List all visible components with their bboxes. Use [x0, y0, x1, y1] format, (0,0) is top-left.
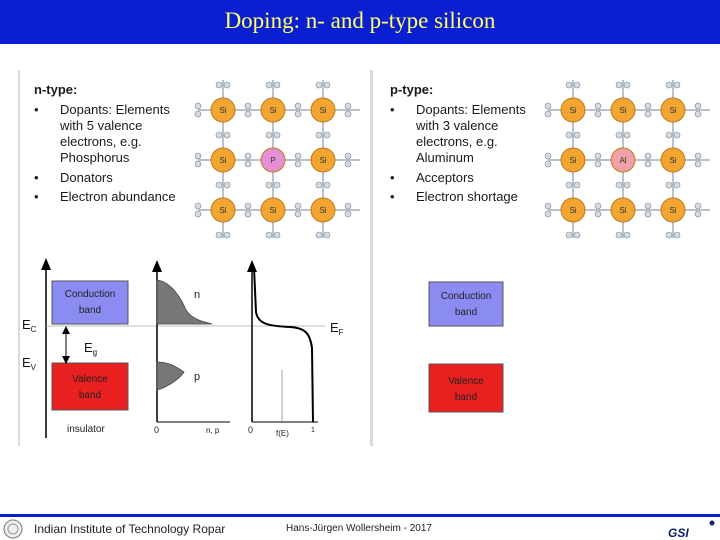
ptype-si-label: Si: [669, 106, 677, 115]
ntype-electron-icon: [195, 211, 201, 217]
ntype-electron-icon: [345, 203, 351, 209]
ntype-electron-icon: [245, 111, 251, 117]
ptype-electron-icon: [695, 211, 701, 217]
ntype-electron-icon: [245, 211, 251, 217]
right-conduction-label-2: band: [454, 307, 478, 318]
gsi-logo-text: GSI: [668, 526, 689, 540]
ptype-bullet-2-marker: •: [390, 170, 395, 185]
ptype-bullet-3-marker: •: [390, 189, 395, 204]
ptype-dopant-label: Al: [619, 156, 627, 165]
ntype-electron-icon: [295, 153, 301, 159]
ntype-bullet-1-marker: •: [34, 102, 39, 117]
ptype-electron-icon: [666, 132, 672, 138]
ntype-electron-icon: [245, 103, 251, 109]
energy-axis-arrow-icon: [41, 258, 51, 270]
ptype-si-label: Si: [569, 106, 577, 115]
footer: [0, 514, 720, 540]
slide-title: Doping: n- and p-type silicon: [224, 8, 496, 33]
ptype-electron-icon: [674, 82, 680, 88]
ptype-electron-icon: [595, 161, 601, 167]
ef-label: $E_F$: [330, 320, 344, 337]
ptype-electron-icon: [616, 82, 622, 88]
ntype-si-label: Si: [219, 206, 227, 215]
ntype-electron-icon: [345, 103, 351, 109]
ptype-electron-icon: [666, 82, 672, 88]
density-axis-arrow-icon: [152, 260, 162, 272]
ntype-electron-icon: [245, 203, 251, 209]
ptype-electron-icon: [695, 103, 701, 109]
density-axis-label: n, p: [206, 426, 220, 435]
ptype-electron-icon: [666, 182, 672, 188]
ntype-electron-icon: [224, 232, 230, 238]
ntype-dopant-label: P: [270, 156, 276, 165]
right-conduction-band-box: [429, 282, 503, 326]
ptype-bullet-2: Acceptors: [416, 170, 474, 185]
ntype-si-label: Si: [319, 106, 327, 115]
ntype-si-label: Si: [319, 206, 327, 215]
ntype-electron-icon: [316, 232, 322, 238]
ntype-electron-icon: [316, 182, 322, 188]
ptype-si-label: Si: [569, 156, 577, 165]
ptype-si-label: Si: [569, 206, 577, 215]
ntype-electron-icon: [274, 132, 280, 138]
ntype-electron-icon: [324, 132, 330, 138]
ptype-electron-icon: [595, 211, 601, 217]
ptype-electron-icon: [574, 132, 580, 138]
density-axis-zero: 0: [154, 425, 160, 435]
fermi-axis-one: 1: [311, 427, 315, 434]
ntype-electron-icon: [216, 132, 222, 138]
ptype-bullet-1-line-4: Aluminum: [416, 150, 474, 165]
ntype-electron-icon: [295, 203, 301, 209]
ntype-heading: n-type:: [34, 82, 78, 97]
right-valence-label-2: band: [454, 392, 478, 403]
ntype-electron-icon: [324, 232, 330, 238]
valence-band-label-2: band: [78, 390, 102, 401]
ptype-electron-icon: [695, 153, 701, 159]
ptype-band-boxes: [428, 280, 508, 416]
right-valence-label-1: Valence: [448, 376, 484, 387]
ptype-electron-icon: [566, 82, 572, 88]
ptype-electron-icon: [674, 132, 680, 138]
ptype-electron-icon: [645, 111, 651, 117]
ptype-electron-icon: [645, 153, 651, 159]
ptype-electron-icon: [666, 232, 672, 238]
ptype-electron-icon: [645, 161, 651, 167]
ntype-bullet-1-line-4: Phosphorus: [60, 150, 130, 165]
fermi-axis-zero: 0: [248, 425, 254, 435]
ptype-si-label: Si: [619, 106, 627, 115]
ntype-electron-icon: [274, 182, 280, 188]
ptype-electron-icon: [645, 103, 651, 109]
ptype-electron-icon: [595, 203, 601, 209]
ntype-bullet-3: Electron abundance: [60, 189, 176, 204]
footer-line: [0, 514, 720, 517]
ptype-electron-icon: [616, 182, 622, 188]
footer-author: Hans-Jürgen Wollersheim - 2017: [286, 523, 432, 534]
ntype-electron-icon: [345, 211, 351, 217]
ntype-electron-icon: [195, 103, 201, 109]
gap-arrow-up-icon: [62, 326, 70, 334]
ptype-electron-icon: [574, 82, 580, 88]
ntype-bullet-1-line-1: Dopants: Elements: [60, 102, 170, 117]
ptype-electron-icon: [545, 161, 551, 167]
fermi-axis-label: f(E): [276, 429, 289, 438]
conduction-band-label-2: band: [78, 305, 102, 316]
band-diagram: [0, 250, 370, 450]
ntype-si-label: Si: [319, 156, 327, 165]
density-n-label: n: [194, 289, 201, 301]
ntype-electron-icon: [274, 82, 280, 88]
ntype-si-label: Si: [269, 106, 277, 115]
ntype-bullet-1-line-3: electrons, e.g.: [60, 134, 142, 149]
conduction-band-label-1: Conduction: [64, 289, 116, 300]
ntype-electron-icon: [316, 132, 322, 138]
ntype-bullet-2: Donators: [60, 170, 113, 185]
valence-band-box: [52, 363, 128, 410]
ptype-electron-icon: [645, 211, 651, 217]
ptype-bullet-3: Electron shortage: [416, 189, 518, 204]
ntype-electron-icon: [295, 103, 301, 109]
ntype-electron-icon: [195, 203, 201, 209]
ntype-si-label: Si: [219, 106, 227, 115]
ntype-si-label: Si: [269, 206, 277, 215]
ptype-electron-icon: [624, 132, 630, 138]
ptype-bullet-1-line-1: Dopants: Elements: [416, 102, 526, 117]
ntype-electron-icon: [195, 161, 201, 167]
ptype-electron-icon: [574, 232, 580, 238]
ptype-bullet-1-marker: •: [390, 102, 395, 117]
ntype-electron-icon: [245, 161, 251, 167]
ntype-bullet-1-line-2: with 5 valence: [60, 118, 143, 133]
gsi-logo: [664, 518, 718, 540]
ntype-electron-icon: [295, 111, 301, 117]
footer-institution: Indian Institute of Technology Ropar: [34, 522, 226, 536]
ntype-electron-icon: [266, 232, 272, 238]
ptype-electron-icon: [566, 132, 572, 138]
valence-band-label-1: Valence: [72, 374, 108, 385]
ntype-electron-icon: [345, 153, 351, 159]
ntype-electron-icon: [245, 153, 251, 159]
ptype-electron-icon: [595, 111, 601, 117]
ntype-electron-icon: [224, 82, 230, 88]
ntype-electron-icon: [295, 211, 301, 217]
ptype-bullet-1-line-2: with 3 valence: [416, 118, 499, 133]
ntype-electron-icon: [195, 111, 201, 117]
ntype-electron-icon: [224, 182, 230, 188]
ptype-electron-icon: [624, 182, 630, 188]
ptype-electron-icon: [545, 211, 551, 217]
ntype-electron-icon: [266, 132, 272, 138]
ptype-heading: p-type:: [390, 82, 434, 97]
density-p-curve: [157, 362, 184, 390]
ptype-electron-icon: [545, 153, 551, 159]
ptype-electron-icon: [595, 153, 601, 159]
ptype-electron-icon: [616, 132, 622, 138]
institute-seal-icon: [2, 518, 24, 540]
ntype-bullet-2-marker: •: [34, 170, 39, 185]
ntype-electron-icon: [316, 82, 322, 88]
density-p-label: p: [194, 371, 201, 383]
ptype-electron-icon: [695, 111, 701, 117]
ptype-bullet-1-line-3: electrons, e.g.: [416, 134, 498, 149]
ntype-electron-icon: [274, 232, 280, 238]
ev-label: $E_V$: [22, 355, 37, 372]
ntype-electron-icon: [216, 82, 222, 88]
ntype-electron-icon: [216, 232, 222, 238]
ptype-electron-icon: [695, 161, 701, 167]
ptype-electron-icon: [545, 203, 551, 209]
ptype-electron-icon: [545, 111, 551, 117]
ptype-electron-icon: [624, 232, 630, 238]
ntype-electron-icon: [295, 161, 301, 167]
ptype-electron-icon: [616, 232, 622, 238]
insulator-label: insulator: [67, 424, 105, 435]
ntype-electron-icon: [195, 153, 201, 159]
ptype-electron-icon: [595, 103, 601, 109]
eg-label: $E_g$: [84, 340, 98, 357]
ptype-electron-icon: [674, 232, 680, 238]
ptype-electron-icon: [566, 182, 572, 188]
ptype-electron-icon: [695, 203, 701, 209]
ntype-electron-icon: [266, 182, 272, 188]
ptype-electron-icon: [574, 182, 580, 188]
density-n-curve: [157, 280, 212, 324]
ptype-si-label: Si: [669, 206, 677, 215]
ptype-lattice: [540, 74, 718, 244]
ptype-electron-icon: [645, 203, 651, 209]
ntype-electron-icon: [216, 182, 222, 188]
ntype-bullet-3-marker: •: [34, 189, 39, 204]
ptype-electron-icon: [566, 232, 572, 238]
ntype-si-label: Si: [219, 156, 227, 165]
right-valence-band-box: [429, 364, 503, 412]
ec-label: $E_C$: [22, 317, 37, 334]
ntype-electron-icon: [345, 161, 351, 167]
ntype-electron-icon: [266, 82, 272, 88]
fermi-axis-arrow-icon: [247, 260, 257, 272]
ntype-electron-icon: [324, 182, 330, 188]
conduction-band-box: [52, 281, 128, 324]
ptype-electron-icon: [674, 182, 680, 188]
ptype-electron-icon: [624, 82, 630, 88]
ptype-si-label: Si: [619, 206, 627, 215]
ntype-electron-icon: [345, 111, 351, 117]
center-divider: [370, 70, 373, 446]
ntype-electron-icon: [324, 82, 330, 88]
ntype-electron-icon: [224, 132, 230, 138]
ntype-lattice: [190, 74, 368, 244]
fermi-function-curve: [254, 268, 313, 422]
ptype-si-label: Si: [669, 156, 677, 165]
ptype-electron-icon: [545, 103, 551, 109]
right-conduction-label-1: Conduction: [440, 291, 492, 302]
